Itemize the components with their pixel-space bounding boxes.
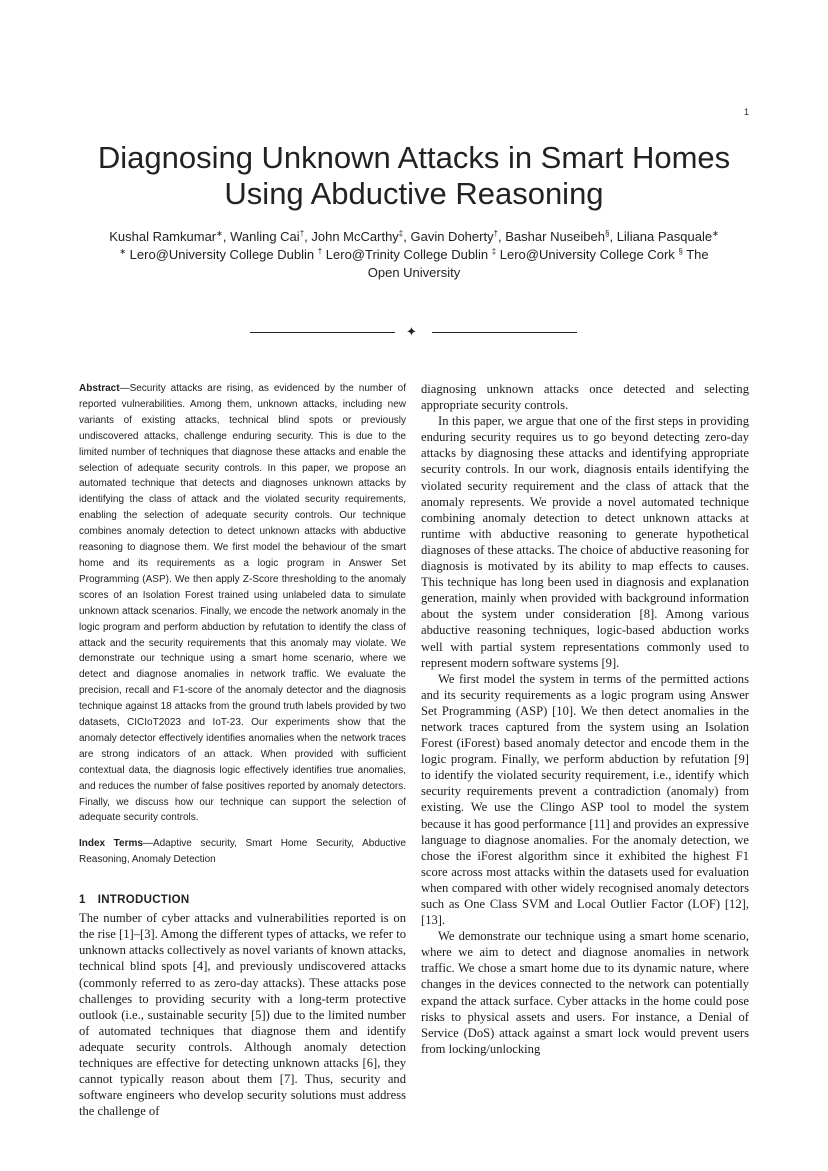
affiliation-line-2: Open University (367, 265, 461, 280)
abstract-label: Abstract (79, 383, 120, 394)
title-line-2: Using Abductive Reasoning (224, 176, 604, 211)
author: John McCarthy‡, (311, 229, 411, 244)
divider-rule-left (250, 332, 395, 333)
divider-star-icon: ✦ (406, 325, 417, 340)
section-title: INTRODUCTION (97, 894, 190, 907)
author-list (70, 228, 758, 246)
intro-paragraph-4: We demonstrate our technique using a smart home scenario, where we aim to detect and diagnose anomalies in network traffic. We chose a smart home due to its dynamic nature, where changes in the devices connected to the network can potentially expand the attack surface. Cyber attacks in the home could pose risks to physical assets and users. For instance, a Denial of Service (DoS) attack against a smart lock would prevent users from locking/unlocking (421, 929, 749, 1056)
author: Liliana Pasquale∗ (616, 229, 719, 244)
right-column (421, 381, 749, 1057)
author: Gavin Doherty†, (410, 229, 506, 244)
section-number: 1 (79, 894, 86, 907)
section-heading-introduction (79, 894, 406, 906)
abstract-text: —Security attacks are rising, as evidenced by the number of reported vulnerabilities. Among them, unknown attacks, including new variants of existing attacks, technical blind spots or previously undiscovered attacks, challenge enduring security. This is due to the limited number of techniques that diagnose these attacks and enable the selection of adequate security controls. In this paper, we propose an automated technique that detects and diagnoses unknown attacks by identifying the class of attack and the violated security requirements, enabling the selection of adequate security controls. Our technique combines anomaly detection to detect unknown attacks with abductive reasoning to diagnose them. We first model the behaviour of the smart home and its requirements as a logic program in Answer Set Programming (ASP). We then apply Z-Score thresholding to the anomaly scores of an Isolation Forest trained using unlabeled data to simulate unknown attack scenarios. Finally, we encode the network anomaly in the logic program and perform abduction by refutation to identify the class of attack and the security requirements that this anomaly may violate. We demonstrate our technique using a smart home scenario, where we detect and diagnose anomalies in network traffic. We evaluate the precision, recall and F1-score of the anomaly detector and the diagnosis technique against 18 attacks from the ground truth labels provided by two datasets, CICIoT2023 and IoT-23. Our experiments show that the anomaly detector effectively identifies anomalies when the network traces are strong indicators of an attack. When provided with sufficient contextual data, the diagnosis logic effectively identifies true anomalies, and reduces the number of false positives reported by anomaly detectors. Finally, we discuss how our technique can support the selection of adequate security controls. (79, 383, 406, 824)
paper-title (70, 140, 758, 212)
index-terms (79, 836, 406, 868)
title-line-1: Diagnosing Unknown Attacks in Smart Homes (97, 140, 731, 175)
author: Wanling Cai†, (230, 229, 312, 244)
author: Kushal Ramkumar∗, (109, 229, 231, 244)
abstract (79, 381, 406, 826)
index-terms-label: Index Terms (79, 838, 143, 850)
intro-paragraph-3: We first model the system in terms of the permitted actions and its security requirements as a logic program using Answer Set Programming (ASP) [10]. We then detect anomalies in the network traces captured from the system using an Isolation Forest (iForest) based anomaly detector and encode them in the logic program. Finally, we perform abduction by refutation [9] to identify the violated security requirement, i.e., identify which security requirements prevent a contradiction (anomaly) from existing. We use the Clingo ASP tool to model the system because it has good performance [11] and provides an expressive language to diagnose anomalies. For the anomaly detection, we chose the iForest algorithm since it exhibited the highest F1 score across most attacks within the datasets used for evaluation when compared with other widely recognised anomaly detectors such as One Class SVM and Local Outlier Factor (LOF) [12], [13]. (421, 671, 749, 928)
divider-rule-right (432, 332, 577, 333)
page-number: 1 (743, 107, 749, 117)
intro-paragraph-1-continued: diagnosing unknown attacks once detected and selecting appropriate security controls. (421, 382, 749, 413)
left-column (79, 381, 406, 1119)
section-divider (250, 326, 577, 340)
intro-paragraph-2: In this paper, we argue that one of the first steps in providing enduring security requires us to go beyond detecting zero-day attacks by diagnosing these attacks and identifying appropriate security controls. In our work, diagnosis entails identifying the violated security requirement and the class of attack that the anomaly represents. We provide a novel automated technique combining anomaly detection to detect unknown attacks at runtime with abductive reasoning to generate hypothetical diagnoses of these attacks. The choice of abductive reasoning for diagnosis is motivated by its ability to map effects to causes. This technique has long been used in diagnosis and explanation generation, mainly when provided with background information about the system under consideration [8]. Among various abductive reasoning techniques, logic-based abduction works well with partial system representations commonly used to represent modern software systems [9]. (421, 414, 749, 670)
affiliation-line-1: ∗ Lero@University College Dublin † Lero@Trinity College Dublin ‡ Lero@University College Cork § The (119, 247, 709, 262)
intro-paragraph-1: The number of cyber attacks and vulnerabilities reported is on the rise [1]–[3]. Among the different types of attacks, we refer to unknown attacks collectively as novel variants of known attacks, technical blind spots [4], and previously undiscovered attacks (commonly referred to as zero-day attacks). These attacks pose challenges to providing security with a long-term protective outlook (i.e., sustainable security [5]) due to the limited number of automated techniques that diagnose them and identify adequate security controls. Although anomaly detection techniques are effective for detecting unknown attacks [6], they cannot typically reason about them [7]. Thus, security and software engineers who develop security solutions must address the challenge of (79, 911, 406, 1119)
index-terms-text: —Adaptive security, Smart Home Security, Abductive Reasoning, Anomaly Detection (79, 838, 406, 866)
author-block (70, 228, 758, 282)
author: Bashar Nuseibeh§, (505, 229, 617, 244)
